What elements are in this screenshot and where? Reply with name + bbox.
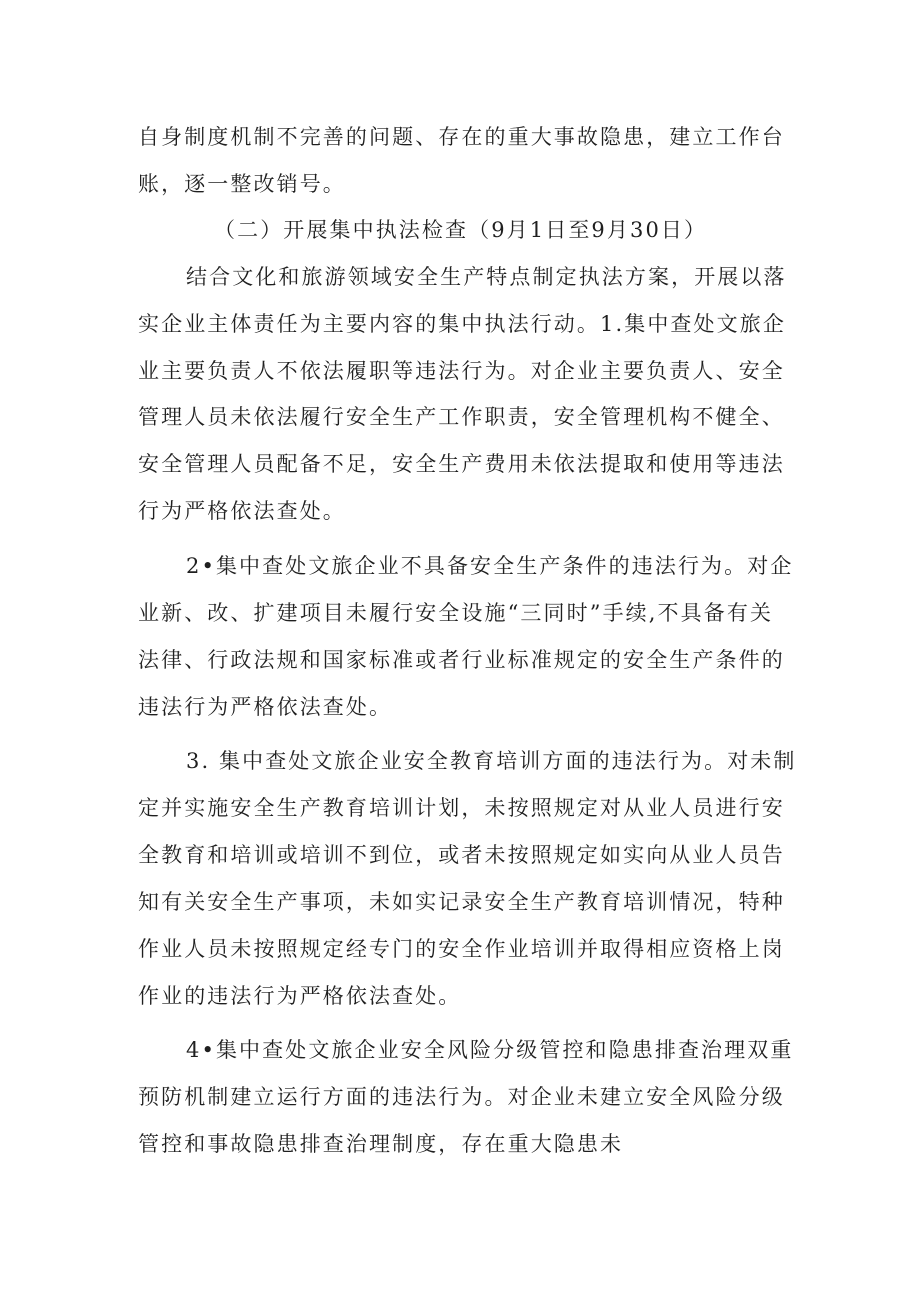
- paragraph-line: 4•集中查处文旅企业安全风险分级管控和隐患排查治理双重: [186, 1038, 794, 1062]
- paragraph-line: 法律、行政法规和国家标准或者行业标准规定的安全生产条件的: [138, 648, 785, 672]
- paragraph-line: 结合文化和旅游领域安全生产特点制定执法方案，开展以落: [186, 265, 787, 289]
- paragraph-line: 3. 集中查处文旅企业安全教育培训方面的违法行为。对未制: [186, 749, 797, 773]
- paragraph-line: 行为严格依法查处。: [138, 499, 346, 523]
- paragraph-line: 管控和事故隐患排查治理制度，存在重大隐患未: [138, 1132, 624, 1156]
- paragraph-line: 自身制度机制不完善的问题、存在的重大事故隐患，建立工作台: [138, 125, 785, 149]
- paragraph-line: 业新、改、扩建项目未履行安全设施“三同时”手续,不具备有关: [138, 601, 774, 625]
- paragraph-line: 定并实施安全生产教育培训计划，未按照规定对从业人员进行安: [138, 796, 785, 820]
- paragraph-line: 账，逐一整改销号。: [138, 172, 346, 196]
- paragraph-line: 作业人员未按照规定经专门的安全作业培训并取得相应资格上岗: [138, 937, 785, 961]
- paragraph-line: 实企业主体责任为主要内容的集中执法行动。1.集中查处文旅企: [138, 312, 786, 336]
- paragraph-line: 安全管理人员配备不足，安全生产费用未依法提取和使用等违法: [138, 452, 785, 476]
- paragraph-line: 业主要负责人不依法履职等违法行为。对企业主要负责人、安全: [138, 359, 785, 383]
- section-heading: （二）开展集中执法检查（9月1日至9月30日）: [214, 218, 708, 242]
- paragraph-line: 预防机制建立运行方面的违法行为。对企业未建立安全风险分级: [138, 1085, 785, 1109]
- paragraph-line: 全教育和培训或培训不到位，或者未按照规定如实向从业人员告: [138, 843, 785, 867]
- paragraph-line: 作业的违法行为严格依法查处。: [138, 984, 462, 1008]
- paragraph-line: 违法行为严格依法查处。: [138, 695, 393, 719]
- paragraph-line: 2•集中查处文旅企业不具备安全生产条件的违法行为。对企: [186, 554, 794, 578]
- paragraph-line: 管理人员未依法履行安全生产工作职责，安全管理机构不健全、: [138, 405, 785, 429]
- paragraph-line: 知有关安全生产事项，未如实记录安全生产教育培训情况，特种: [138, 890, 785, 914]
